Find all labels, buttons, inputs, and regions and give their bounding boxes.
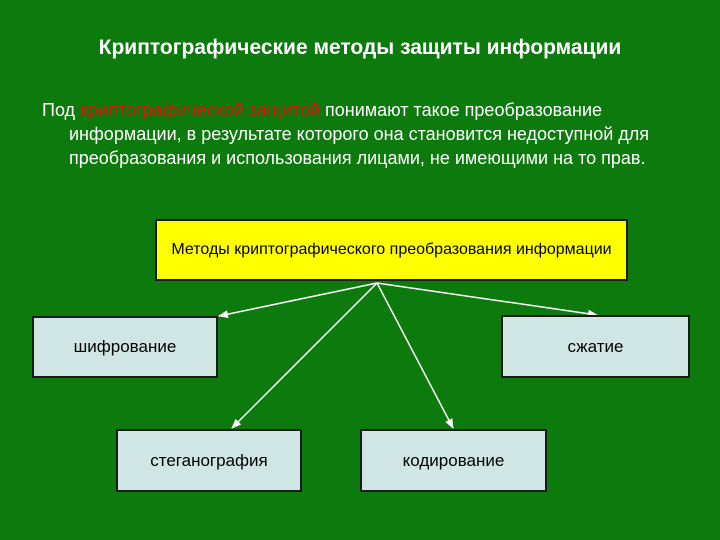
- arrow-to-steganography: [232, 283, 377, 428]
- intro-highlight: криптографической защитой: [80, 100, 321, 120]
- coding-box: кодирование: [360, 429, 547, 492]
- steganography-box: стеганография: [116, 429, 302, 492]
- intro-suffix: понимают такое преобразование информации, в результате которого она становится недоступной для преобразования и использования лицами, не имеющими на то прав.: [69, 100, 650, 168]
- root-method-box: Методы криптографического преобразования информации: [155, 219, 628, 281]
- arrow-to-encryption: [219, 283, 377, 316]
- intro-prefix: Под: [42, 100, 81, 120]
- arrow-to-compression: [377, 283, 597, 315]
- arrow-to-coding: [377, 283, 453, 428]
- compression-box: сжатие: [501, 315, 690, 378]
- slide-title: Криптографические методы защиты информации: [98, 36, 622, 59]
- encryption-box: шифрование: [32, 316, 218, 378]
